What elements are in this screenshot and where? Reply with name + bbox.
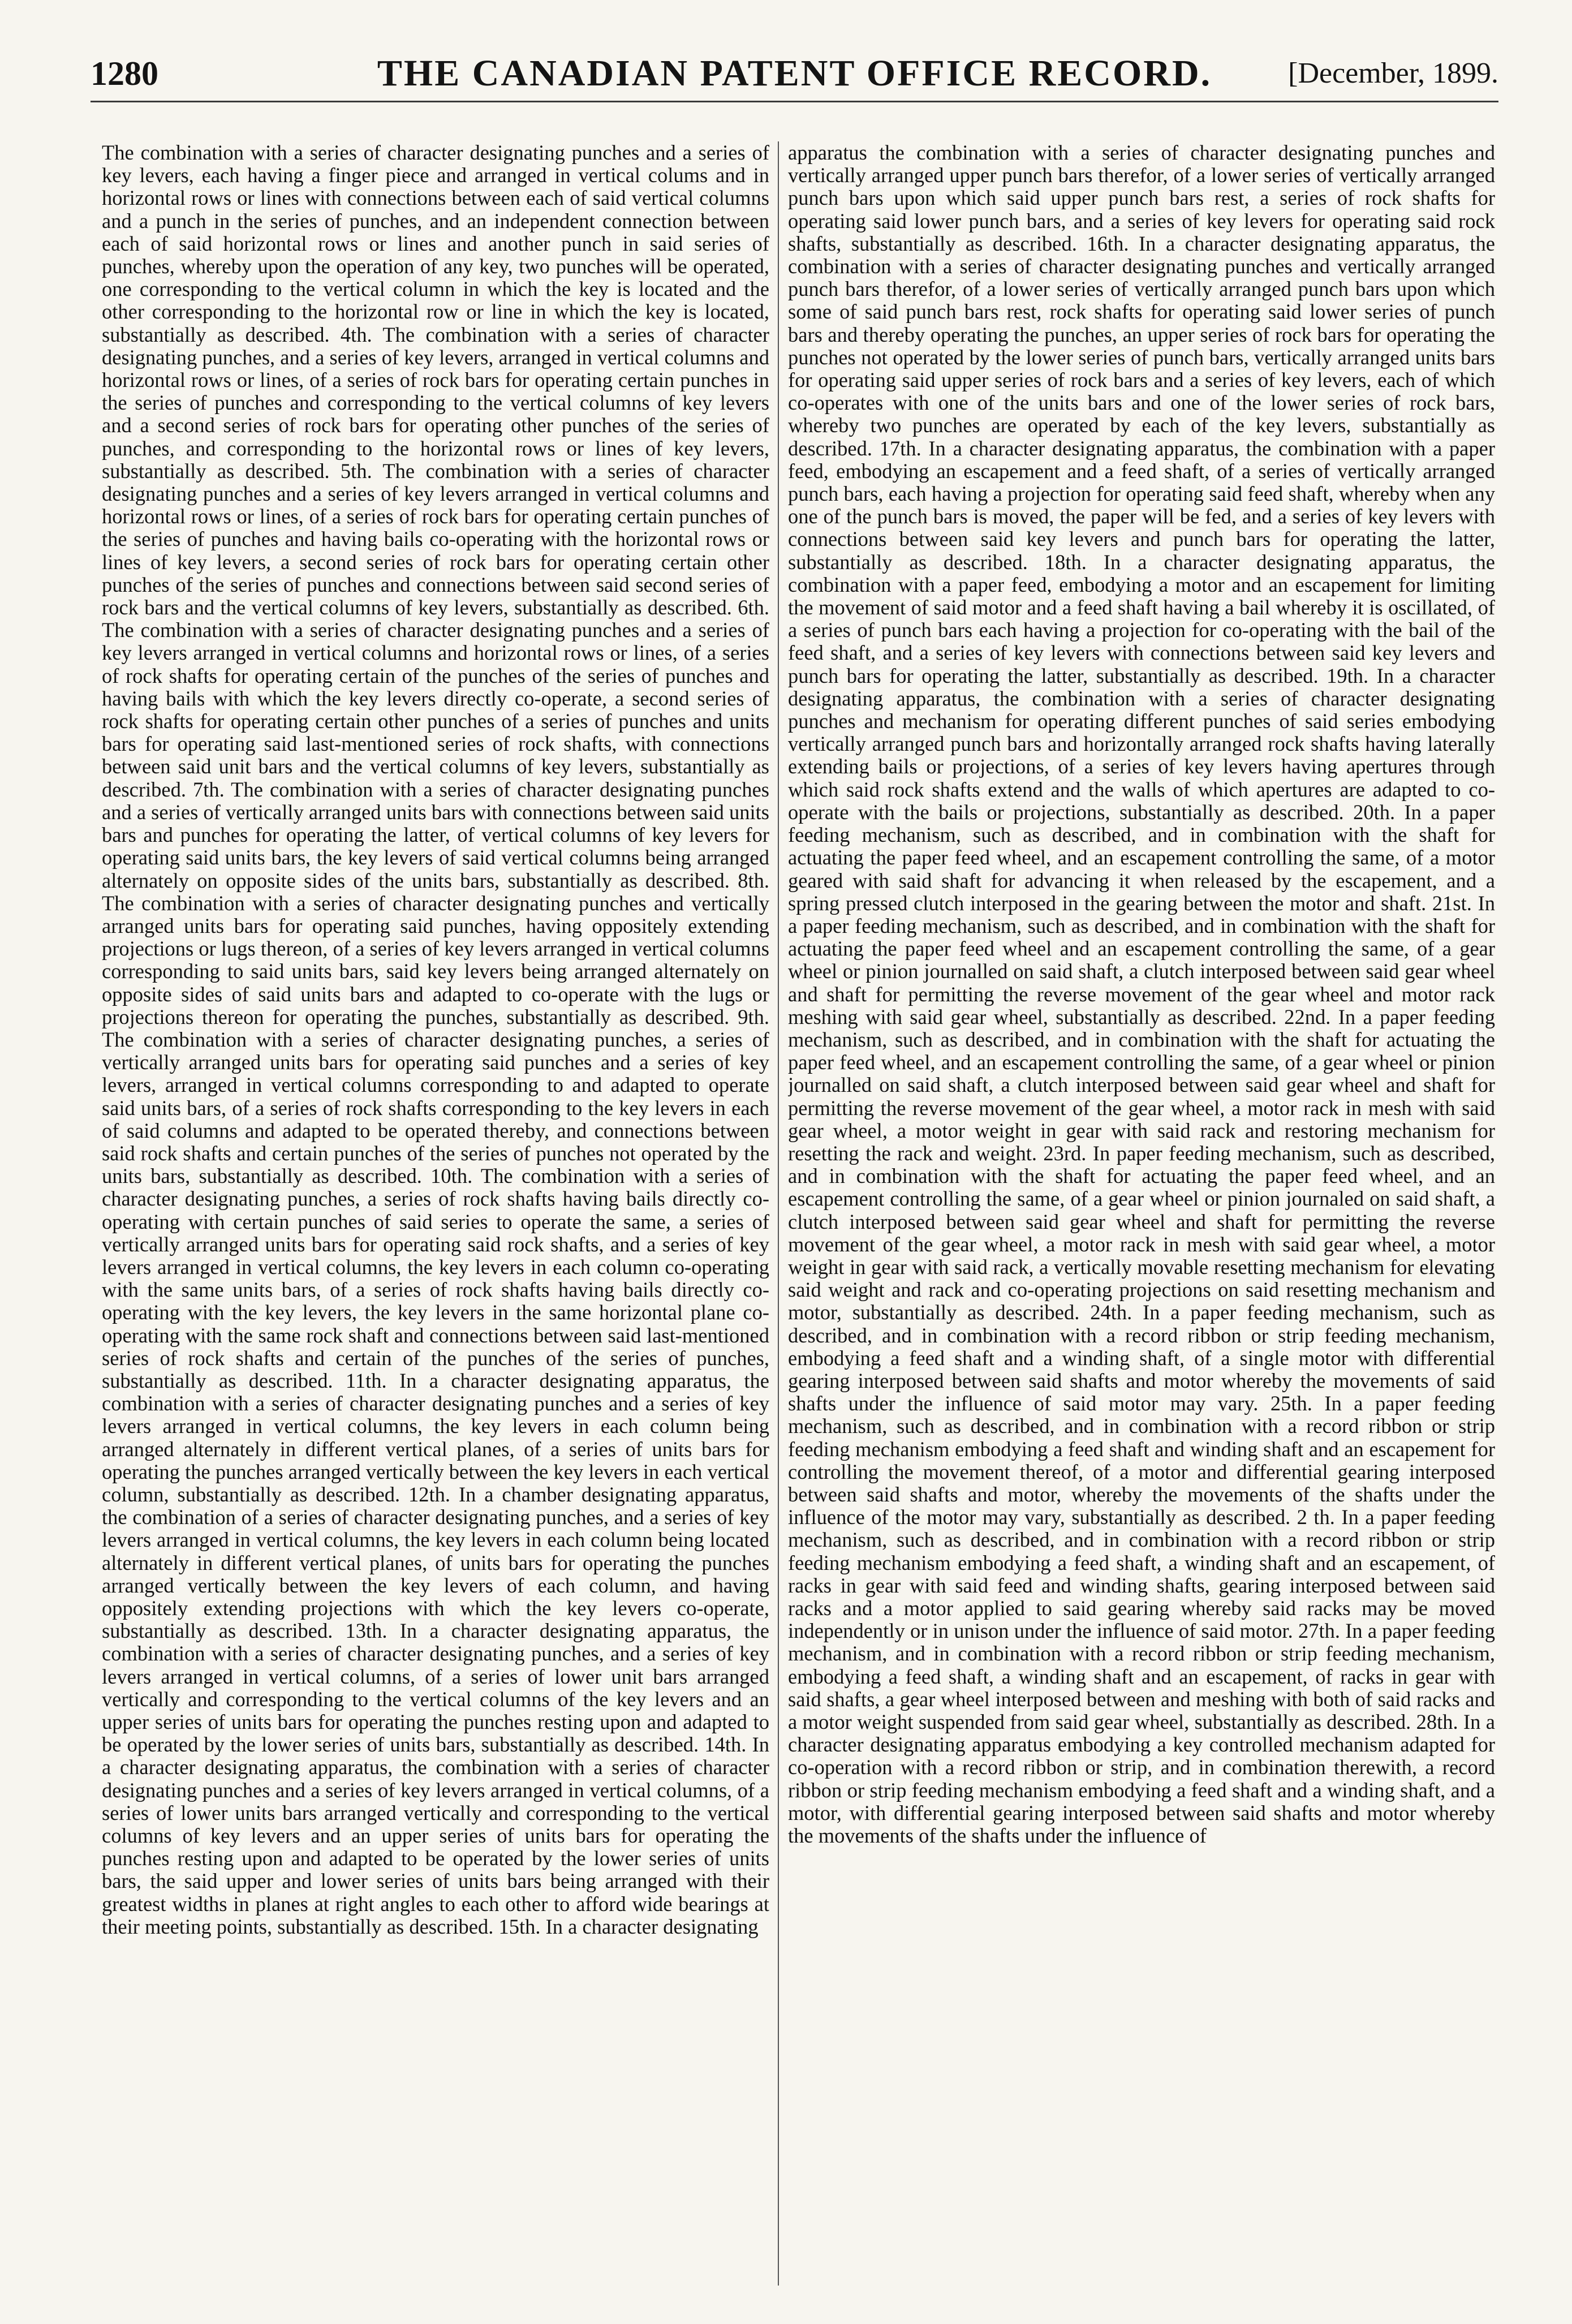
page-number: 1280 bbox=[91, 55, 158, 92]
column-divider bbox=[778, 141, 779, 2286]
right-column-text: apparatus the combination with a series of character designating punches and vertically arranged upper punch bars therefor, of a lower series of vertically arranged punch bars upon which said upper punch bars rest, a series of rock shafts for operating said lower punch bars, and a series of key levers for operating said rock shafts, substantially as described. 16th. In a character designating apparatus, the combination with a series of character designating punches and vertically arranged punch bars therefor, of a lower series of vertically arranged punch bars upon which some of said punch bars rest, rock shafts for operating said lower series of punch bars and thereby operating the punches, an upper series of rock bars for operating the punches not operated by the lower series of punch bars, vertically arranged units bars for operating said upper series of rock bars and a series of key levers, each of which co-operates with one of the units bars and one of the lower series of rock bars, whereby two punches are operated by each of the key levers, substantially as described. 17th. In a character designating apparatus, the combination with a paper feed, embodying an escapement and a feed shaft, of a series of vertically arranged punch bars, each having a projection for operating said feed shaft, whereby when any one of the punch bars is moved, the paper will be fed, and a series of key levers with connections between said key levers and punch bars for operating the latter, substantially as described. 18th. In a character designating apparatus, the combination with a paper feed, embodying a motor and an escapement for limiting the movement of said motor and a feed shaft having a bail whereby it is oscillated, of a series of punch bars each having a projection for co-operating with the bail of the feed shaft, and a series of key levers with connections between said key levers and punch bars for operating the latter, substantially as described. 19th. In a character designating apparatus, the combination with a series of character designating punches and mechanism for operating different punches of said series embodying vertically arranged punch bars and horizontally arranged rock shafts having laterally extending bails or projections, of a series of key levers having apertures through which said rock shafts extend and the walls of which apertures are adapted to co-operate with the bails or projections, substantially as described. 20th. In a paper feeding mechanism, such as described, and in combination with the shaft for actuating the paper feed wheel, and an escapement controlling the same, of a motor geared with said shaft for advancing it when released by the escapement, and a spring pressed clutch interposed in the gearing between the motor and shaft. 21st. In a paper feeding mechanism, such as described, and in combination with the shaft for actuating the paper feed wheel and an escapement controlling the same, of a gear wheel or pinion journalled on said shaft, a clutch interposed between said gear wheel and shaft for permitting the reverse movement of the gear wheel and motor rack meshing with said gear wheel, substantially as described. 22nd. In a paper feeding mechanism, such as described, and in combination with the shaft for actuating the paper feed wheel, and an escapement controlling the same, of a gear wheel or pinion journalled on said shaft, a clutch interposed between said gear wheel and shaft for permitting the reverse movement of the gear wheel, a motor rack in mesh with said gear wheel, a motor weight in gear with said rack and restoring mechanism for resetting the rack and weight. 23rd. In paper feeding mechanism, such as described, and in combination with the shaft for actuating the paper feed wheel, and an escapement controlling the same, of a gear wheel or pinion journaled on said shaft, a clutch interposed between said gear wheel and shaft for permitting the reverse movement of the gear wheel, a motor rack in mesh with said gear wheel, a motor weight in gear with said rack, a vertically movable resetting mechanism for elevating said weight and rack and co-operating projections on said resetting mechanism and motor, substantially as described. 24th. In a paper feeding mechanism, such as described, and in combination with a record ribbon or strip feeding mechanism, embodying a feed shaft and a winding shaft, of a single motor with differential gearing interposed between said shafts and motor whereby the movements of said shafts under the influence of said motor may vary. 25th. In a paper feeding mechanism, such as described, and in combination with a record ribbon or strip feeding mechanism embodying a feed shaft and winding shaft and an escapement for controlling the movement thereof, of a motor and differential gearing interposed between said shafts and motor, whereby the movements of the shafts under the influence of the motor may vary, substantially as described. 2 th. In a paper feeding mechanism, such as described, and in combination with a record ribbon or strip feeding mechanism embodying a feed shaft, a winding shaft and an escapement, of racks in gear with said feed and winding shafts, gearing interposed between said racks and a motor applied to said gearing whereby said racks may be moved independently or in unison under the influence of said motor. 27th. In a paper feeding mechanism, and in combination with a record ribbon or strip feeding mechanism, embodying a feed shaft, a winding shaft and an escapement, of racks in gear with said shafts, a gear wheel interposed between and meshing with both of said racks and a motor weight suspended from said gear wheel, substantially as described. 28th. In a character designating apparatus embodying a key controlled mechanism adapted for co-operation with a record ribbon or strip, and in combination therewith, a record ribbon or strip feeding mechanism embodying a feed shaft and a winding shaft, and a motor, with differential gearing interposed between said shafts and motor whereby the movements of the shafts under the influence of bbox=[788, 141, 1495, 1848]
page-header bbox=[91, 50, 1498, 102]
journal-title: THE CANADIAN PATENT OFFICE RECORD. bbox=[377, 53, 1212, 94]
issue-date: [December, 1899. bbox=[1288, 57, 1498, 89]
left-column-text: The combination with a series of character designating punches and a series of key levers, each having a finger piece and arranged in vertical colums and in horizontal rows or lines with connections between each of said vertical columns and a punch in the series of punches, and an independent connection between each of said horizontal rows or lines and another punch in said series of punches, whereby upon the operation of any key, two punches will be operated, one corresponding to the vertical column in which the key is located and the other corresponding to the horizontal row or line in which the key is located, substantially as described. 4th. The combination with a series of character designating punches, and a series of key levers, arranged in vertical columns and horizontal rows or lines, of a series of rock bars for operating certain punches in the series of punches and corresponding to the vertical columns of key levers and a second series of rock bars for operating other punches of the series of punches, and corresponding to the horizontal rows or lines of key levers, substantially as described. 5th. The combination with a series of character designating punches and a series of key levers arranged in vertical columns and horizontal rows or lines, of a series of rock bars for operating certain punches of the series of punches and having bails co-operating with the horizontal rows or lines of key levers, a second series of rock bars for operating certain other punches of the series of punches and connections between said second series of rock bars and the vertical columns of key levers, substantially as described. 6th. The combination with a series of character designating punches and a series of key levers arranged in vertical columns and horizontal rows or lines, of a series of rock shafts for operating certain of the punches of the series of punches and having bails with which the key levers directly co-operate, a second series of rock shafts for operating certain other punches of a series of punches and units bars for operating said last-mentioned series of rock shafts, with connections between said unit bars and the vertical columns of key levers, substantially as described. 7th. The combination with a series of character designating punches and a series of vertically arranged units bars with connections between said units bars and punches for operating the latter, of vertical columns of key levers for operating said units bars, the key levers of said vertical columns being arranged alternately on opposite sides of the units bars, substantially as described. 8th. The combination with a series of character designating punches and vertically arranged units bars for operating said punches, having oppositely extending projections or lugs thereon, of a series of key levers arranged in vertical columns corresponding to said units bars, said key levers being arranged alternately on opposite sides of said units bars and adapted to co-operate with the lugs or projections thereon for operating the punches, substantially as described. 9th. The combination with a series of character designating punches, a series of vertically arranged units bars for operating said punches and a series of key levers, arranged in vertical columns corresponding to and adapted to operate said units bars, of a series of rock shafts corresponding to the key levers in each of said columns and adapted to be operated thereby, and connections between said rock shafts and certain punches of the series of punches not operated by the units bars, substantially as described. 10th. The combination with a series of character designating punches, a series of rock shafts having bails directly co-operating with certain punches of said series to operate the same, a series of vertically arranged units bars for operating said rock shafts, and a series of key levers arranged in vertical columns, the key levers in each column co-operating with the same units bars, of a series of rock shafts having bails directly co-operating with the key levers, the key levers in the same horizontal plane co-operating with the same rock shaft and connections between said last-mentioned series of rock shafts and certain of the punches of the series of punches, substantially as described. 11th. In a character designating apparatus, the combination with a series of character designating punches and a series of key levers arranged in vertical columns, the key levers in each column being arranged alternately in different vertical planes, of a series of units bars for operating the punches arranged vertically between the key levers in each vertical column, substantially as described. 12th. In a chamber designating apparatus, the combination of a series of character designating punches, and a series of key levers arranged in vertical columns, the key levers in each column being located alternately in different vertical planes, of units bars for operating the punches arranged vertically between the key levers of each column, and having oppositely extending projections with which the key levers co-operate, substantially as described. 13th. In a character designating apparatus, the combination with a series of character designating punches, and a series of key levers arranged in vertical columns, of a series of lower unit bars arranged vertically and corresponding to the vertical columns of the key levers and an upper series of units bars for operating the punches resting upon and adapted to be operated by the lower series of units bars, substantially as described. 14th. In a character designating apparatus, the combination with a series of character designating punches and a series of key levers arranged in vertical columns, of a series of lower units bars arranged vertically and corresponding to the vertical columns of key levers and an upper series of units bars for operating the punches resting upon and adapted to be operated by the lower series of units bars, the said upper and lower series of units bars being arranged with their greatest widths in planes at right angles to each other to afford wide bearings at their meeting points, substantially as described. 15th. In a character designating bbox=[102, 141, 769, 1938]
